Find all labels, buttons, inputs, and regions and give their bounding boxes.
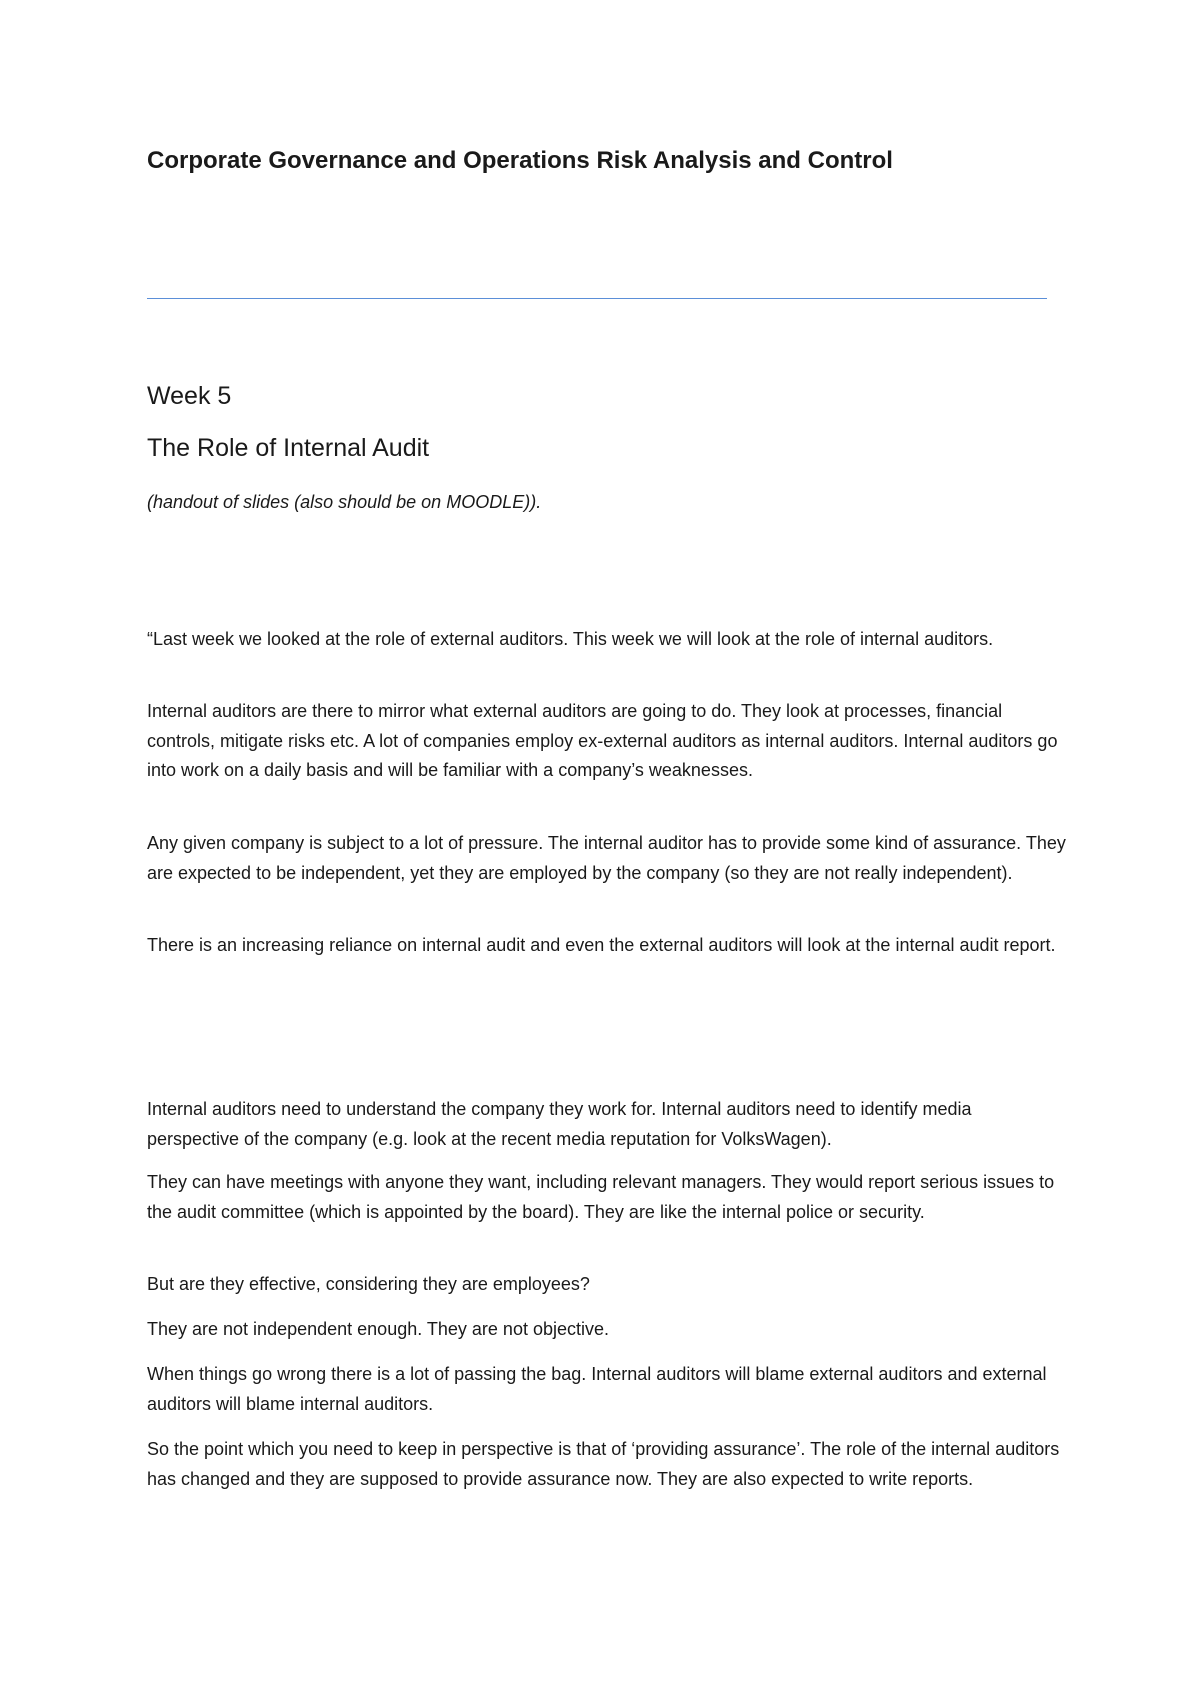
paragraph: There is an increasing reliance on internal audit and even the external auditors will look at the internal audit report.	[147, 935, 1056, 955]
paragraph: So the point which you need to keep in perspective is that of ‘providing assurance’. The role of the internal auditors has changed and they are supposed to provide assurance now. They are also expected to write reports.	[147, 1439, 1060, 1489]
paragraph: Internal auditors are there to mirror what external auditors are going to do. They look at processes, financial controls, mitigate risks etc. A lot of companies employ ex-external auditors as internal auditors. Internal auditors go into work on a daily basis and will be familiar with a company’s weaknesses.	[147, 701, 1058, 780]
paragraph: They are not independent enough. They are not objective.	[147, 1319, 609, 1339]
paragraph: But are they effective, considering they are employees?	[147, 1274, 590, 1294]
paragraph: Any given company is subject to a lot of pressure. The internal auditor has to provide some kind of assurance. They are expected to be independent, yet they are employed by the company (so they are not really independent).	[147, 833, 1066, 883]
handout-note: (handout of slides (also should be on MOODLE)).	[147, 492, 542, 512]
paragraph: Internal auditors need to understand the company they work for. Internal auditors need to identify media perspective of the company (e.g. look at the recent media reputation for VolksWagen).	[147, 1099, 972, 1149]
week-heading: Week 5	[147, 382, 232, 410]
document-title: Corporate Governance and Operations Risk Analysis and Control	[147, 147, 893, 174]
paragraph: “Last week we looked at the role of external auditors. This week we will look at the role of internal auditors.	[147, 629, 994, 649]
section-heading: The Role of Internal Audit	[147, 434, 430, 462]
horizontal-rule	[147, 298, 1047, 299]
paragraph: When things go wrong there is a lot of passing the bag. Internal auditors will blame external auditors and external auditors will blame internal auditors.	[147, 1364, 1047, 1414]
paragraph: They can have meetings with anyone they want, including relevant managers. They would report serious issues to the audit committee (which is appointed by the board). They are like the internal police or security.	[147, 1172, 1055, 1222]
